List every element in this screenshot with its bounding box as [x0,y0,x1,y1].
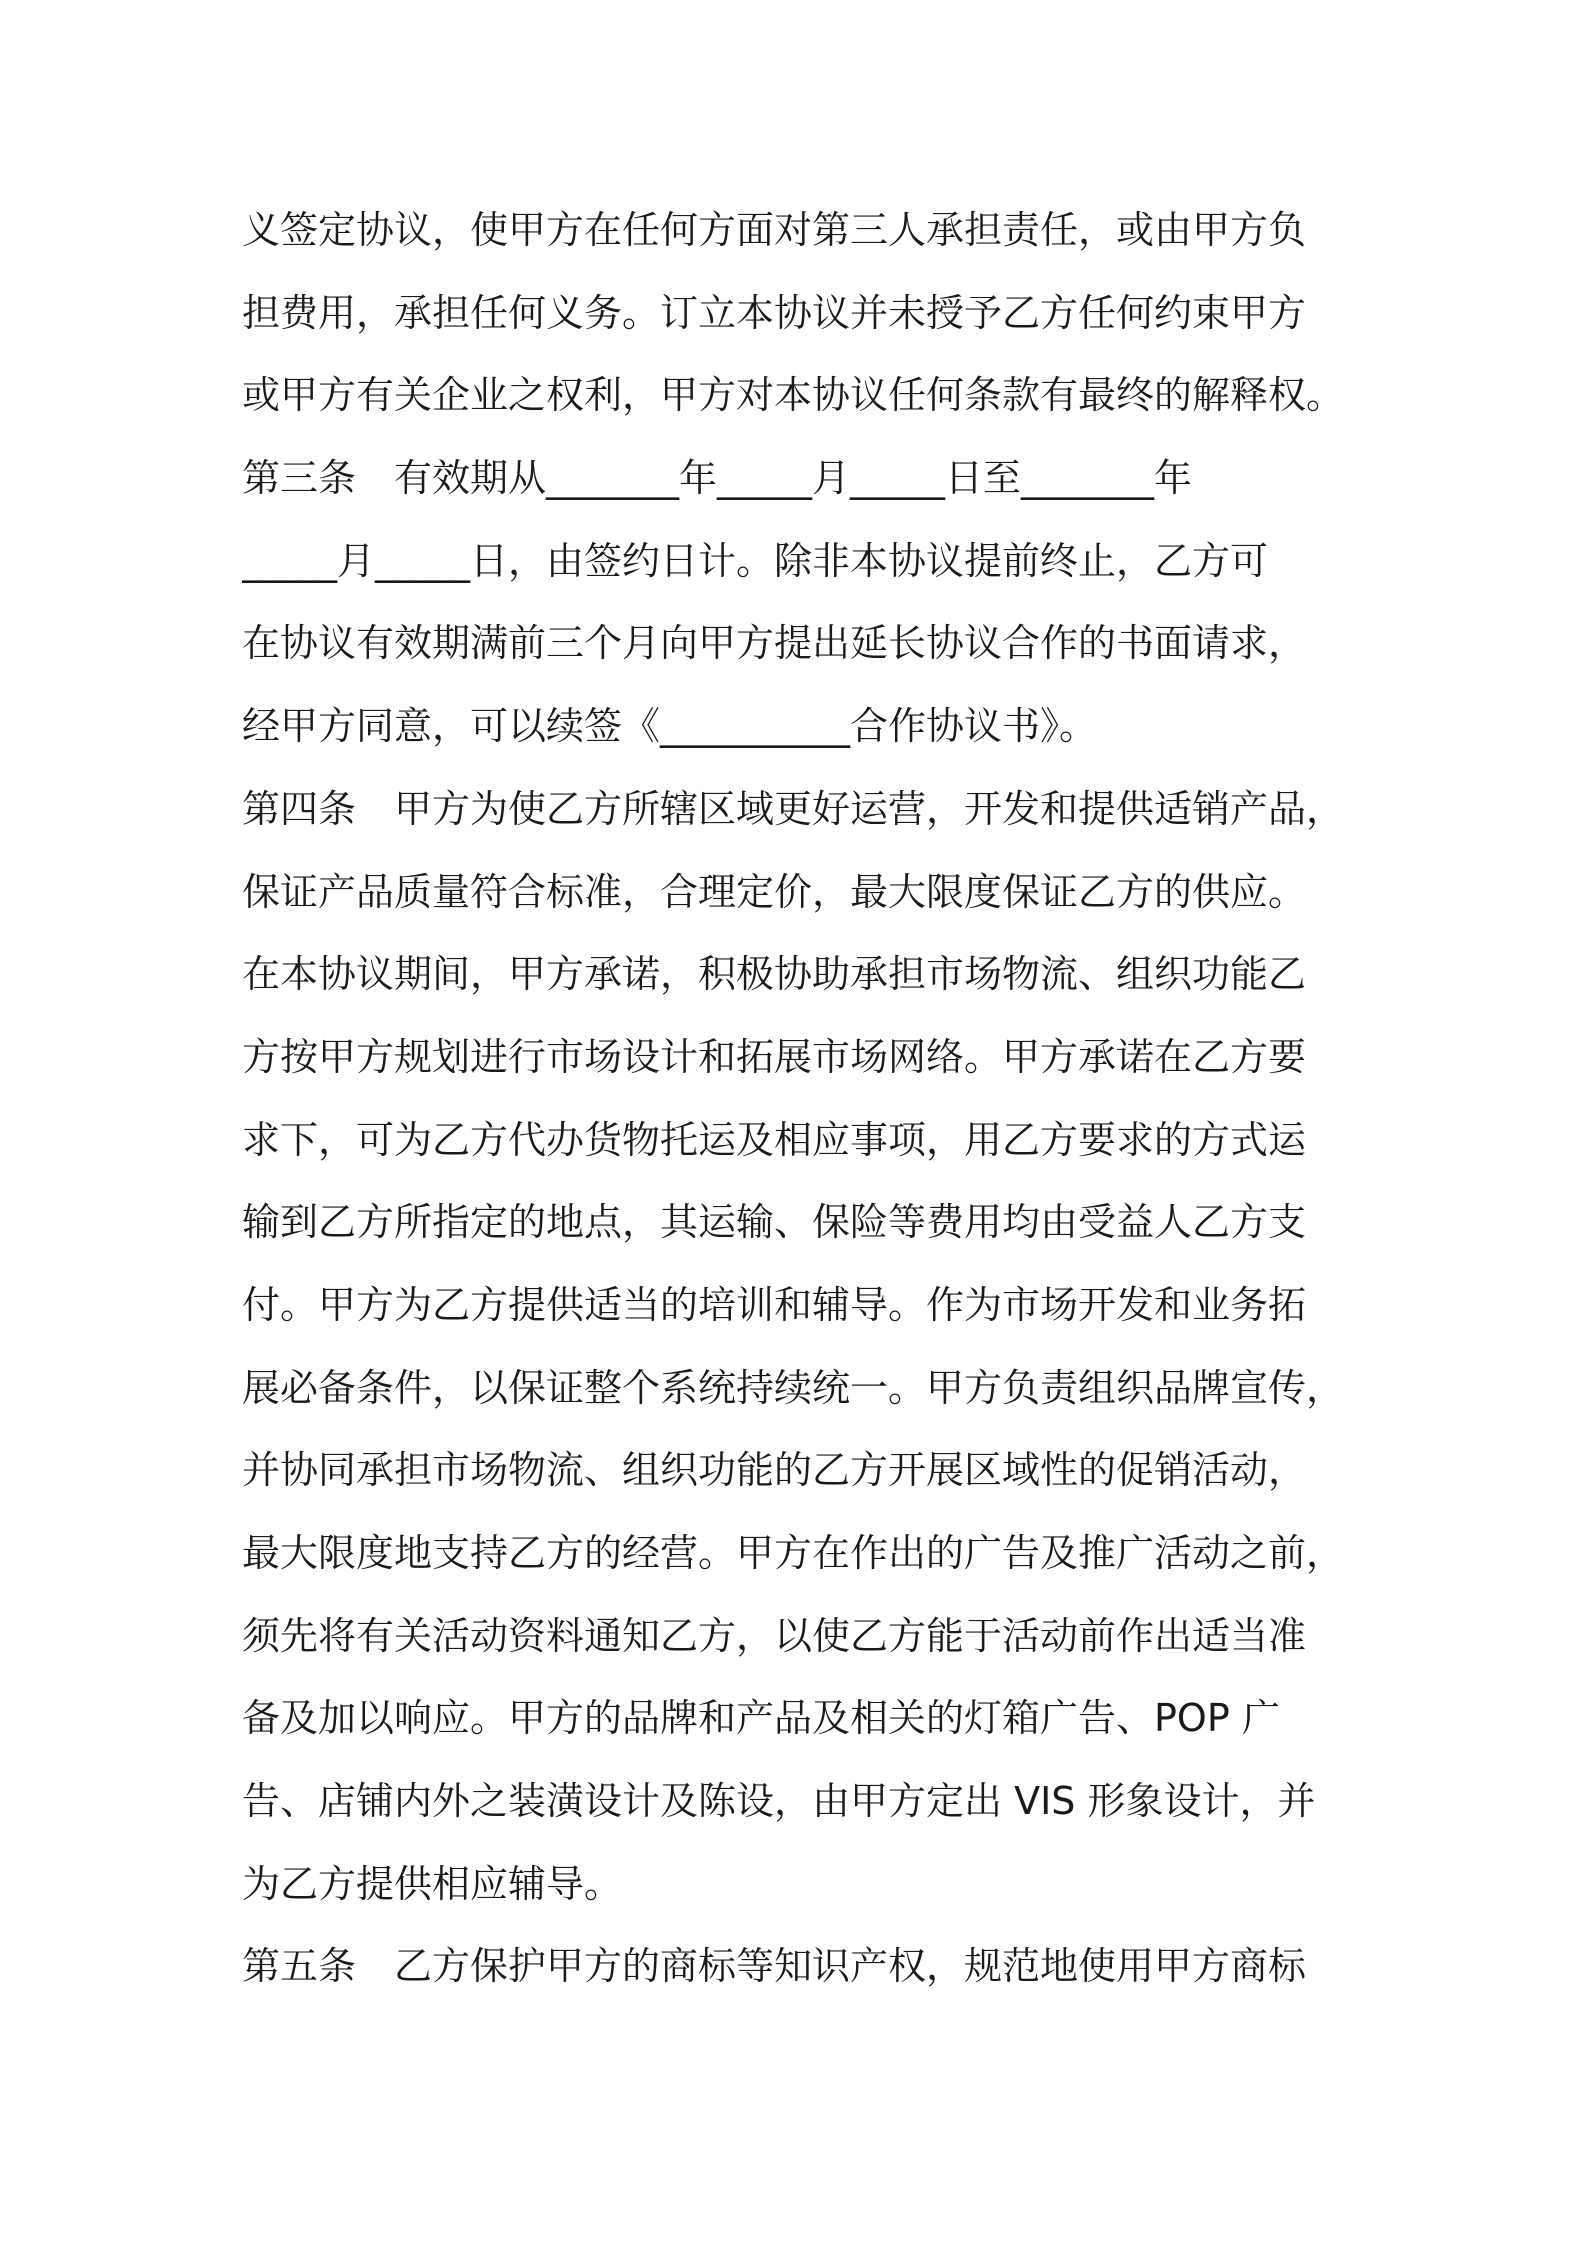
article-3-heading-line: 第三条 有效期从_______年_____月_____日至_______年 [242,456,1193,501]
text-line: 展必备条件，以保证整个系统持续统一。甲方负责组织品牌宣传， [242,1365,1345,1410]
text-line: 求下，可为乙方代办货物托运及相应事项，用乙方要求的方式运 [242,1117,1307,1162]
text-line: 付。甲方为乙方提供适当的培训和辅导。作为市场开发和业务拓 [242,1282,1307,1327]
article-5-heading-line: 第五条 乙方保护甲方的商标等知识产权，规范地使用甲方商标 [242,1944,1307,1989]
text-line: 保证产品质量符合标准，合理定价，最大限度保证乙方的供应。 [242,869,1307,914]
text-line: 在协议有效期满前三个月向甲方提出延长协议合作的书面请求， [242,621,1307,666]
text-line: 经甲方同意，可以续签《__________合作协议书》。 [242,704,1098,749]
text-line: 为乙方提供相应辅导。 [242,1861,623,1906]
text-line: 并协同承担市场物流、组织功能的乙方开展区域性的促销活动， [242,1448,1307,1493]
text-line: _____月_____日，由签约日计。除非本协议提前终止，乙方可 [242,538,1269,583]
text-line: 最大限度地支持乙方的经营。甲方在作出的广告及推广活动之前， [242,1531,1345,1575]
text-line: 备及加以响应。甲方的品牌和产品及相关的灯箱广告、POP 广 [242,1696,1280,1741]
text-line: 输到乙方所指定的地点，其运输、保险等费用均由受益人乙方支 [242,1200,1307,1245]
text-line: 或甲方有关企业之权利，甲方对本协议任何条款有最终的解释权。 [242,373,1345,418]
text-line: 在本协议期间，甲方承诺，积极协助承担市场物流、组织功能乙 [242,952,1307,997]
text-line: 告、店铺内外之装潢设计及陈设，由甲方定出 VIS 形象设计，并 [242,1779,1316,1824]
text-line: 担费用，承担任何义务。订立本协议并未授予乙方任何约束甲方 [242,290,1307,335]
text-line: 须先将有关活动资料通知乙方，以使乙方能于活动前作出适当准 [242,1613,1307,1658]
text-line: 义签定协议，使甲方在任何方面对第三人承担责任，或由甲方负 [242,208,1307,252]
article-4-heading-line: 第四条 甲方为使乙方所辖区域更好运营，开发和提供适销产品， [242,786,1345,831]
body-text [242,200,1372,2019]
text-line: 方按甲方规划进行市场设计和拓展市场网络。甲方承诺在乙方要 [242,1034,1307,1079]
